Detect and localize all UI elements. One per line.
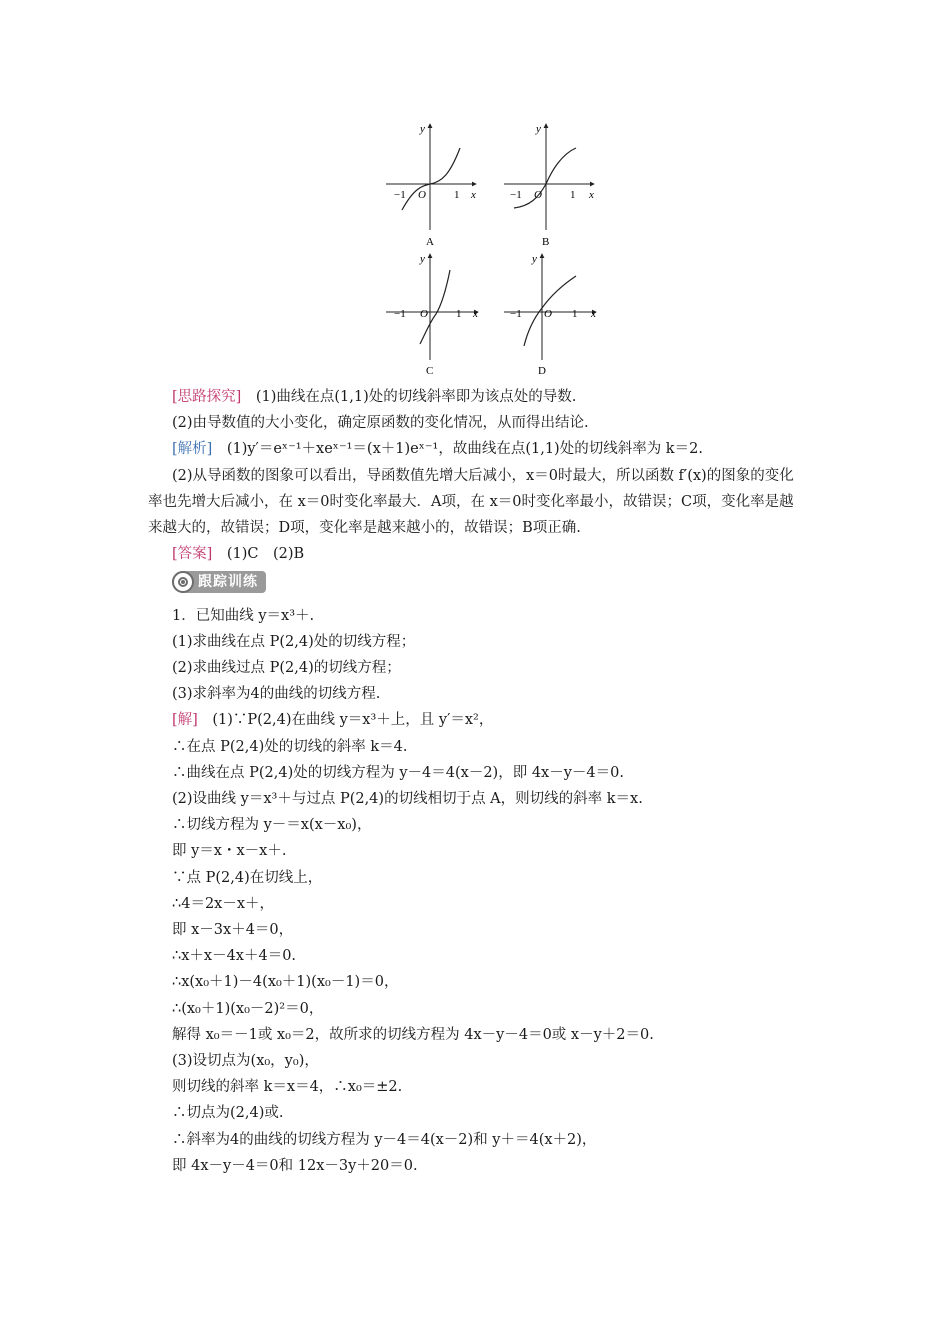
- solution-line: ∵点 P(2,4)在切线上，: [172, 869, 323, 886]
- graph-label-b: B: [542, 236, 550, 248]
- svg-text:y: y: [420, 253, 425, 265]
- solution-line: ∴4＝2x－x＋，: [172, 895, 275, 912]
- graph-label-d: D: [538, 365, 546, 377]
- solution-line: ∴切线方程为 y－＝x(x－x₀)，: [172, 817, 372, 834]
- solution-line: (2)设曲线 y＝x³＋与过点 P(2,4)的切线相切于点 A，则切线的斜率 k＝x.: [172, 791, 643, 808]
- solution-line: ∴曲线在点 P(2,4)处的切线方程为 y－4＝4(x－2)，即 4x－y－4＝0.: [172, 764, 624, 781]
- question-part-2: (2)求曲线过点 P(2,4)的切线方程；: [172, 660, 401, 677]
- svg-text:y: y: [536, 123, 541, 135]
- question-part-3: (3)求斜率为4的曲线的切线方程.: [172, 686, 381, 703]
- svg-text:1: 1: [572, 308, 578, 320]
- question-title: 1．已知曲线 y＝x³＋.: [172, 607, 315, 624]
- graph-d: [504, 253, 596, 377]
- svg-text:y: y: [532, 253, 537, 265]
- svg-text:−1: −1: [510, 189, 522, 201]
- solution-line: ∴在点 P(2,4)处的切线的斜率 k＝4.: [172, 738, 408, 755]
- svg-text:O: O: [534, 189, 542, 201]
- graph-label-a: A: [426, 236, 434, 248]
- solution-line: ∴切点为(2,4)或.: [172, 1105, 284, 1122]
- svg-text:O: O: [420, 308, 428, 320]
- svg-text:x: x: [473, 308, 478, 320]
- svg-text:−1: −1: [394, 308, 406, 320]
- solution-body: [148, 384, 808, 1179]
- svg-text:x: x: [591, 308, 596, 320]
- solution-line: 即 y＝x・x－x＋.: [172, 843, 287, 860]
- follow-up-training-badge: 跟踪训练: [172, 571, 266, 593]
- analysis-paragraph: (2)从导函数的图象可以看出，导函数值先增大后减小，x＝0时最大，所以函数 f′(x)的图象的变化率也先增大后减小，在 x＝0时变化率最大．A项，在 x＝0时变化率最小，故错误；C项，变化率是越来越大的，故错误；D项，变化率是越来越小的，故错误；B项正确.: [148, 467, 794, 537]
- solution-line: ∴(x₀＋1)(x₀－2)²＝0，: [172, 1000, 324, 1017]
- question-part-1: (1)求曲线在点 P(2,4)处的切线方程；: [172, 633, 416, 650]
- analysis-tag: [解析]: [172, 441, 213, 458]
- svg-text:O: O: [544, 308, 552, 320]
- answer-line: [答案] (1)C (2)B: [172, 546, 305, 563]
- analysis-line: [解析] (1)y′＝eˣ⁻¹＋xeˣ⁻¹＝(x＋1)eˣ⁻¹，故曲线在点(1,1)处的切线斜率为 k＝2.: [172, 441, 703, 458]
- derivative-graph-options: [380, 118, 610, 380]
- solution-line: 即 x－3x＋4＝0，: [172, 922, 294, 939]
- svg-text:−1: −1: [394, 189, 406, 201]
- thinking-line-2: (2)由导数值的大小变化，确定原函数的变化情况，从而得出结论.: [172, 415, 589, 432]
- solution-line: 解得 x₀＝－1或 x₀＝2，故所求的切线方程为 4x－y－4＝0或 x－y＋2＝0.: [172, 1026, 654, 1043]
- svg-text:1: 1: [456, 308, 462, 320]
- svg-text:1: 1: [454, 189, 460, 201]
- solution-line: ∴斜率为4的曲线的切线方程为 y－4＝4(x－2)和 y＋＝4(x＋2)，: [172, 1131, 597, 1148]
- svg-text:1: 1: [570, 189, 576, 201]
- svg-text:y: y: [420, 123, 425, 135]
- svg-text:x: x: [589, 189, 594, 201]
- graph-label-c: C: [426, 365, 434, 377]
- thinking-line: [思路探究] (1)曲线在点(1,1)处的切线斜率即为该点处的导数.: [172, 389, 577, 405]
- solution-tag: [解]: [172, 712, 198, 729]
- solution-line: (3)设切点为(x₀，y₀)，: [172, 1053, 319, 1070]
- svg-text:x: x: [471, 189, 476, 201]
- solution-line: ∴x(x₀＋1)－4(x₀＋1)(x₀－1)＝0，: [172, 974, 399, 991]
- thinking-tag: [思路探究]: [172, 389, 242, 405]
- solution-line: ∴x＋x－4x＋4＝0.: [172, 948, 297, 965]
- graph-a: [386, 123, 476, 248]
- graph-b: [504, 123, 594, 248]
- graph-c: [386, 253, 478, 377]
- answer-tag: [答案]: [172, 546, 213, 563]
- solution-line: [解] (1)∵P(2,4)在曲线 y＝x³＋上，且 y′＝x²，: [172, 712, 494, 729]
- svg-text:−1: −1: [510, 308, 522, 320]
- target-icon: [172, 571, 194, 593]
- solution-line: 即 4x－y－4＝0和 12x－3y＋20＝0.: [172, 1157, 418, 1174]
- svg-text:O: O: [418, 189, 426, 201]
- solution-line: 则切线的斜率 k＝x＝4，∴x₀＝±2.: [172, 1079, 403, 1096]
